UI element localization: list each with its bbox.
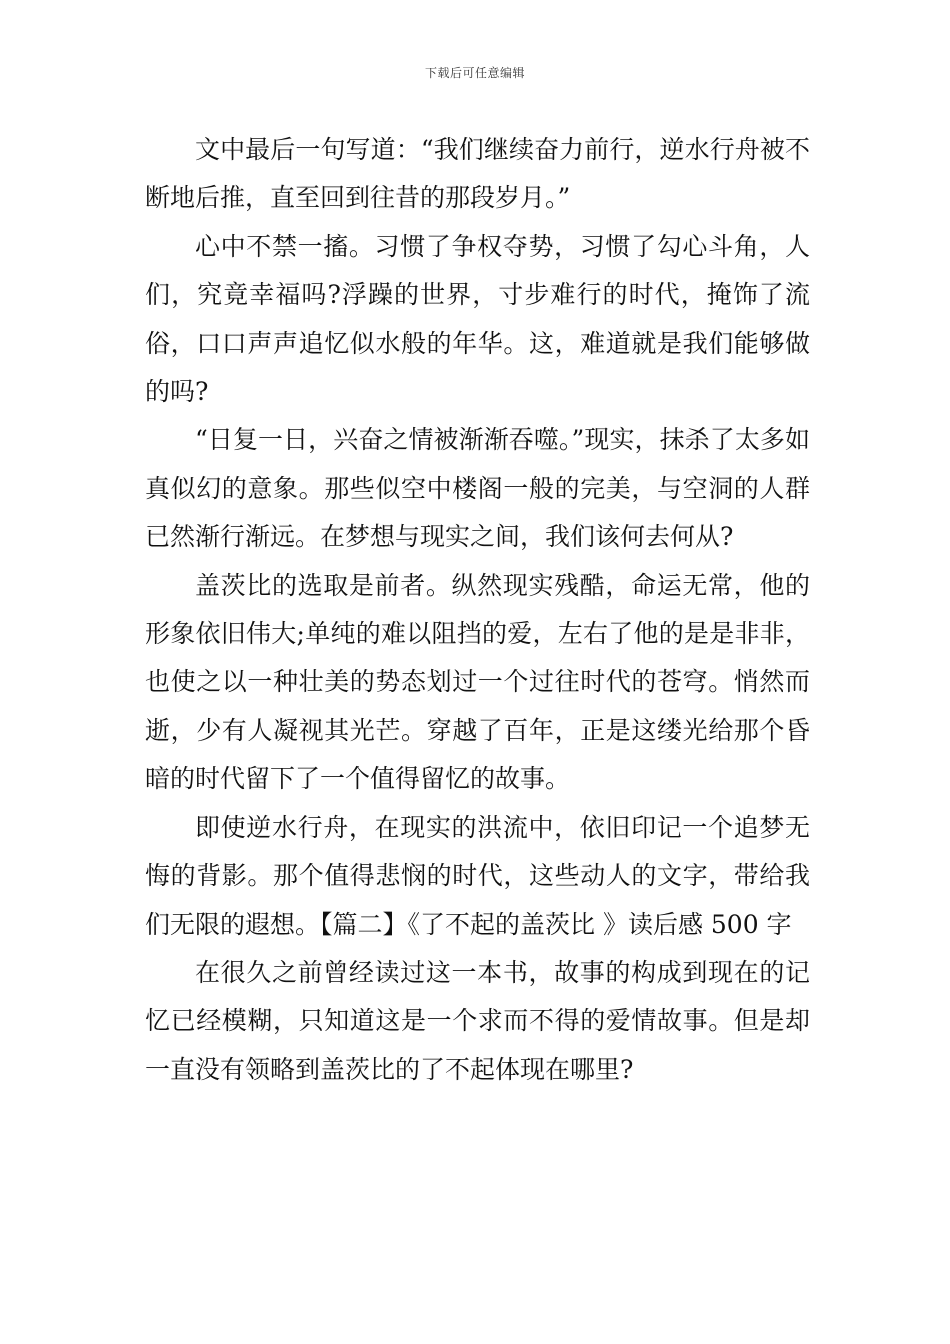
paragraph: 即使逆水行舟，在现实的洪流中，依旧印记一个追梦无悔的背影。那个值得悲悯的时代，这些动人的文字，带给我们无限的遐想。【篇二】《了不起的盖茨比 》读后感 500 字 — [145, 812, 810, 939]
page-header-note: 下载后可任意编辑 — [424, 66, 525, 80]
paragraph: 在很久之前曾经读过这一本书，故事的构成到现在的记忆已经模糊，只知道这是一个求而不得的爱情故事。但是却一直没有领略到盖茨比的了不起体现在哪里? — [145, 957, 810, 1084]
paragraph: 盖茨比的选取是前者。纵然现实残酷，命运无常，他的形象依旧伟大;单纯的难以阻挡的爱，左右了他的是是非非，也使之以一种壮美的势态划过一个过往时代的苍穹。悄然而逝，少有人凝视其光芒。穿越了百年，正是这缕光给那个昏暗的时代留下了一个值得留忆的故事。 — [145, 570, 810, 794]
paragraph: “日复一日，兴奋之情被渐渐吞噬。”现实，抹杀了太多如真似幻的意象。那些似空中楼阁一般的完美，与空洞的人群已然渐行渐远。在梦想与现实之间，我们该何去何从? — [145, 425, 810, 552]
paragraph: 心中不禁一搐。习惯了争权夺势，习惯了勾心斗角，人们，究竟幸福吗?浮躁的世界，寸步难行的时代，掩饰了流俗，口口声声追忆似水般的年华。这，难道就是我们能够做的吗? — [145, 231, 810, 407]
document-body — [145, 126, 810, 1094]
paragraph: 文中最后一句写道：“我们继续奋力前行，逆水行舟被不断地后推，直至回到往昔的那段岁月。” — [145, 135, 810, 213]
